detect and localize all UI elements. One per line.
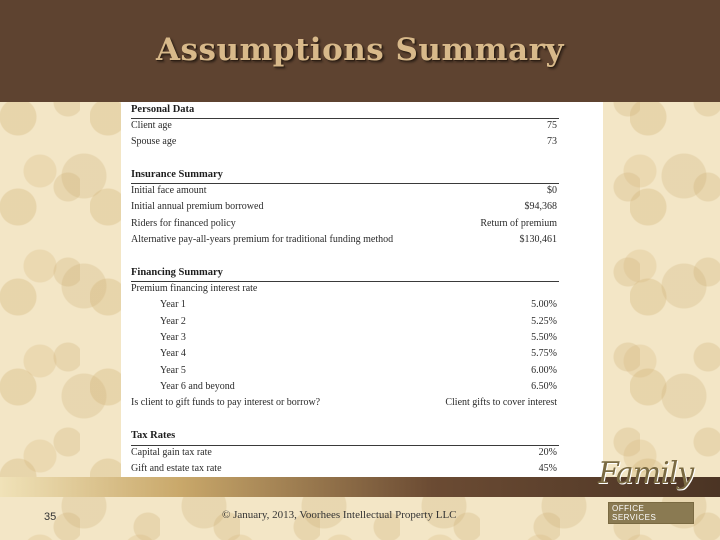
row-label: Year 1: [160, 299, 186, 310]
row-value: 75: [547, 120, 557, 131]
logo-script-text: Family: [598, 456, 694, 491]
copyright-notice: © January, 2013, Voorhees Intellectual Property LLC: [222, 509, 457, 521]
row-label: Gift and estate tax rate: [131, 463, 222, 474]
row-value: 6.00%: [531, 365, 557, 376]
row-value: $130,461: [519, 234, 557, 245]
row-label: Year 5: [160, 365, 186, 376]
logo-subtitle: OFFICE SERVICES: [608, 502, 694, 524]
row-label: Year 2: [160, 316, 186, 327]
table-row: [131, 397, 557, 411]
table-row: [131, 381, 557, 395]
section-rule: [131, 281, 559, 282]
section-title-insurance: Insurance Summary: [131, 169, 223, 180]
table-row: [131, 299, 557, 313]
table-row: [131, 185, 557, 199]
section-rule: [131, 445, 559, 446]
row-label: Client age: [131, 120, 172, 131]
table-row: [131, 463, 557, 477]
table-row: [131, 348, 557, 362]
row-label: Year 4: [160, 348, 186, 359]
row-label: Capital gain tax rate: [131, 447, 212, 458]
assumptions-table: [121, 102, 603, 477]
table-row: [131, 447, 557, 461]
row-label: Initial face amount: [131, 185, 207, 196]
row-label: Spouse age: [131, 136, 177, 147]
row-value: 5.00%: [531, 299, 557, 310]
row-label: Premium financing interest rate: [131, 283, 258, 294]
row-label: Alternative pay-all-years premium for traditional funding method: [131, 234, 394, 245]
row-label: Initial annual premium borrowed: [131, 201, 264, 212]
row-value: $0: [547, 185, 557, 196]
page-number: 35: [44, 511, 57, 523]
page-title: Assumptions Summary: [156, 32, 564, 68]
row-label: Riders for financed policy: [131, 218, 236, 229]
row-value: Return of premium: [480, 218, 557, 229]
row-label: Year 6 and beyond: [160, 381, 235, 392]
table-row: [131, 201, 557, 215]
row-label: Is client to gift funds to pay interest or borrow?: [131, 397, 321, 408]
row-label: Year 3: [160, 332, 186, 343]
section-title-personal: Personal Data: [131, 104, 195, 115]
row-value: $94,368: [524, 201, 557, 212]
row-value: Client gifts to cover interest: [445, 397, 557, 408]
row-value: 20%: [538, 447, 557, 458]
section-title-financing: Financing Summary: [131, 267, 223, 278]
row-value: 5.25%: [531, 316, 557, 327]
table-row: [131, 218, 557, 232]
title-bar: [0, 0, 720, 102]
table-row: [131, 120, 557, 134]
section-rule: [131, 118, 559, 119]
table-row: [131, 365, 557, 379]
section-rule: [131, 183, 559, 184]
row-value: 73: [547, 136, 557, 147]
company-logo: [582, 456, 694, 522]
table-row: [131, 234, 557, 248]
row-value: 5.75%: [531, 348, 557, 359]
table-row: [131, 136, 557, 150]
section-title-tax: Tax Rates: [131, 430, 176, 441]
row-value: 5.50%: [531, 332, 557, 343]
table-row: [131, 332, 557, 346]
table-row: [131, 316, 557, 330]
row-value: 45%: [538, 463, 557, 474]
row-value: 6.50%: [531, 381, 557, 392]
table-row: [131, 283, 557, 297]
